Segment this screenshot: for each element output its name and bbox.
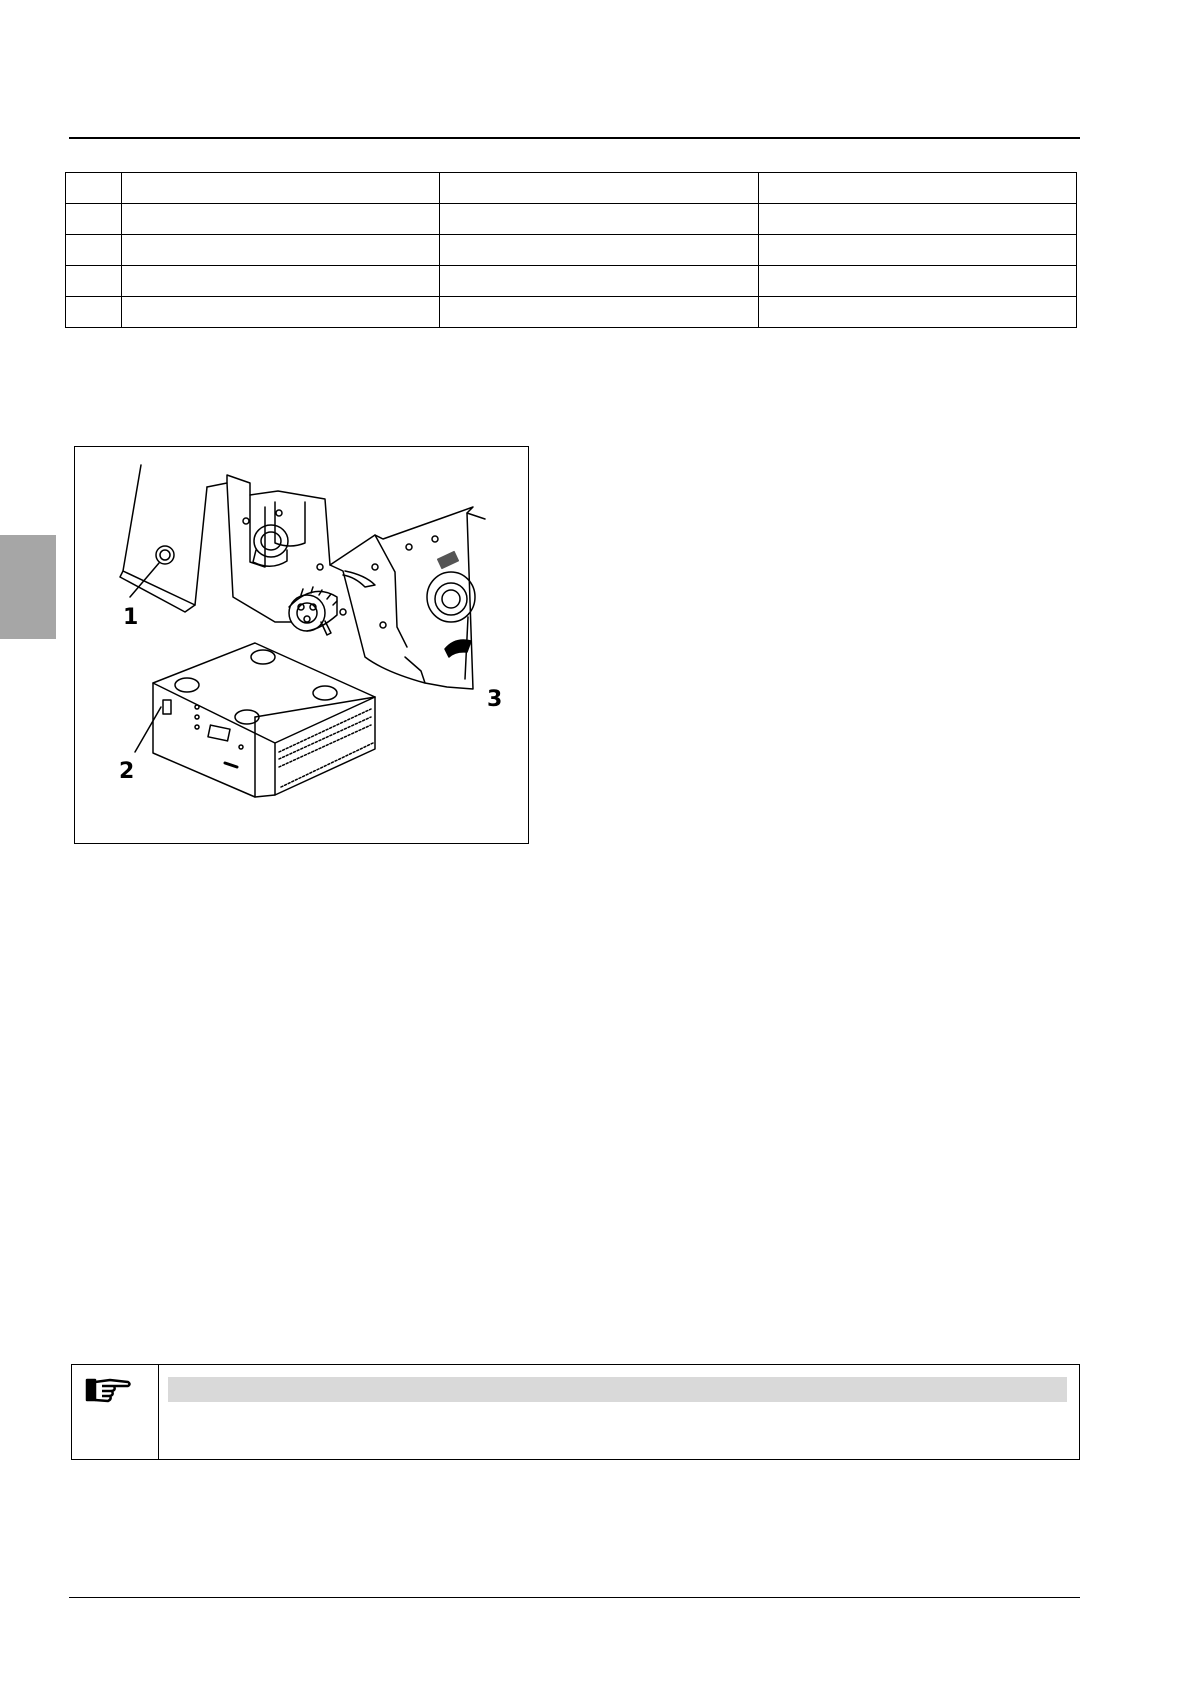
callout-2: 2: [119, 759, 135, 784]
table-cell: [66, 235, 122, 266]
table-cell: [440, 173, 758, 204]
microscope-illustration: [75, 447, 527, 842]
note-divider: [158, 1365, 159, 1459]
spec-table: [65, 172, 1077, 328]
table-cell: [122, 204, 440, 235]
table-cell: [122, 297, 440, 328]
table-cell: [66, 204, 122, 235]
table-row: [66, 173, 1077, 204]
note-heading: [168, 1377, 1067, 1402]
table-cell: [440, 297, 758, 328]
table-cell: [758, 266, 1076, 297]
table-cell: [122, 235, 440, 266]
table-cell: [122, 266, 440, 297]
figure-illustration: [74, 446, 529, 844]
table-cell: [758, 297, 1076, 328]
callout-1: 1: [123, 605, 139, 630]
pointing-hand-icon: [84, 1375, 132, 1410]
table-cell: [66, 173, 122, 204]
table-row: [66, 297, 1077, 328]
table-row: [66, 204, 1077, 235]
table-cell: [440, 235, 758, 266]
table-cell: [122, 173, 440, 204]
footer-rule: [69, 1597, 1080, 1598]
table-cell: [440, 266, 758, 297]
table-cell: [440, 204, 758, 235]
table-cell: [758, 173, 1076, 204]
chapter-side-tab: [0, 535, 56, 639]
table-cell: [66, 297, 122, 328]
table-cell: [758, 204, 1076, 235]
table-cell: [758, 235, 1076, 266]
table-row: [66, 266, 1077, 297]
header-rule: [69, 137, 1080, 139]
table-cell: [66, 266, 122, 297]
table-row: [66, 235, 1077, 266]
note-box: [71, 1364, 1080, 1460]
callout-3: 3: [487, 687, 503, 712]
